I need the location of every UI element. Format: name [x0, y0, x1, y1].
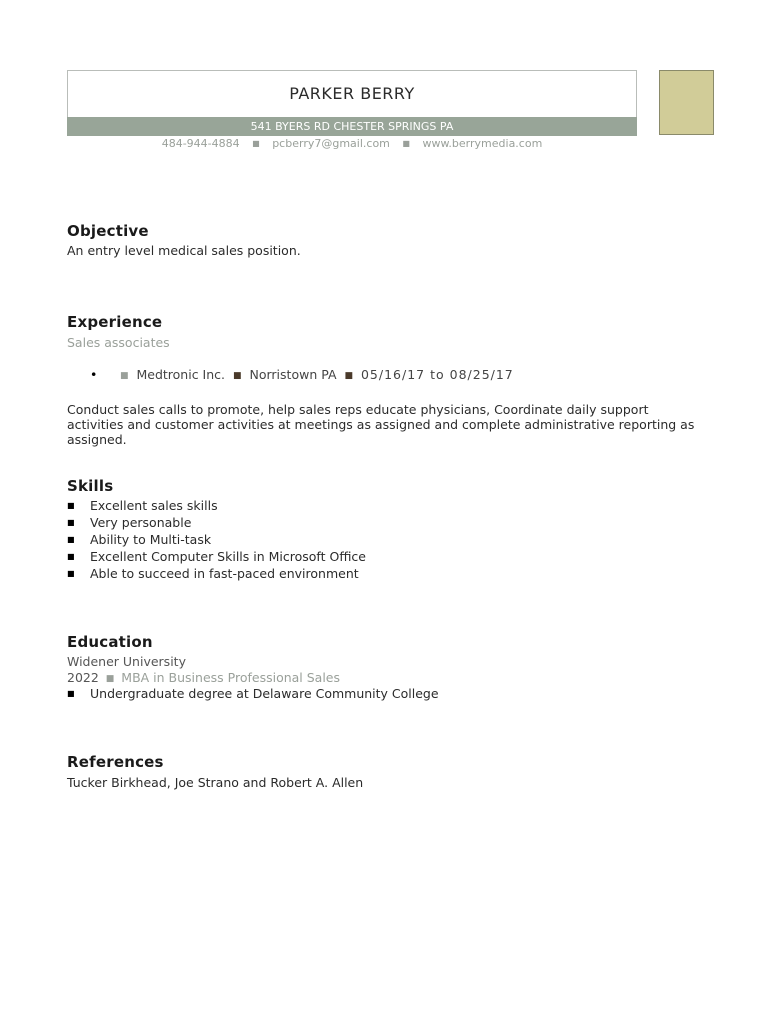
header-box [67, 70, 637, 135]
education-item-text: Undergraduate degree at Delaware Community College [90, 686, 439, 701]
skills-heading: Skills [67, 477, 114, 495]
separator-icon: ■ [252, 139, 260, 148]
separator-icon: ■ [233, 371, 242, 381]
list-item [67, 497, 366, 514]
experience-description: Conduct sales calls to promote, help sales reps educate physicians, Coordinate daily support activities and customer activities at meetings as assigned and complete administrative reporting as assigned. [67, 402, 695, 447]
skill-text: Excellent sales skills [90, 498, 218, 513]
separator-icon: ■ [402, 139, 410, 148]
list-item [67, 565, 366, 582]
skill-text: Very personable [90, 515, 192, 530]
experience-role: Sales associates [67, 335, 170, 350]
address-bar: 541 BYERS RD CHESTER SPRINGS PA [67, 117, 637, 136]
skill-text: Excellent Computer Skills in Microsoft Office [90, 549, 366, 564]
resume-name: PARKER BERRY [289, 84, 415, 103]
graduation-year: 2022 [67, 670, 99, 685]
decorative-square [659, 70, 714, 135]
website: www.berrymedia.com [422, 137, 543, 150]
experience-job-line [90, 367, 514, 382]
school-name: Widener University [67, 654, 186, 669]
bullet-icon: • [90, 367, 98, 382]
list-item [67, 685, 439, 702]
job-dates: 05/16/17 to 08/25/17 [360, 367, 514, 382]
education-list [67, 685, 439, 702]
education-heading: Education [67, 633, 153, 651]
list-item [67, 531, 366, 548]
list-item [67, 514, 366, 531]
objective-text: An entry level medical sales position. [67, 243, 301, 258]
bullet-icon: ■ [67, 552, 75, 561]
bullet-icon: ■ [67, 535, 75, 544]
experience-heading: Experience [67, 313, 163, 331]
references-heading: References [67, 753, 164, 771]
degree-line [67, 670, 340, 685]
bullet-icon: ■ [67, 501, 75, 510]
company-name: Medtronic Inc. [136, 367, 226, 382]
email-address: pcberry7@gmail.com [272, 137, 390, 150]
list-item [67, 548, 366, 565]
job-location: Norristown PA [249, 367, 337, 382]
separator-icon: ■ [119, 371, 129, 381]
bullet-icon: ■ [67, 518, 75, 527]
separator-icon: ■ [344, 371, 353, 381]
bullet-icon: ■ [67, 569, 75, 578]
skills-list [67, 497, 366, 582]
skill-text: Able to succeed in fast-paced environment [90, 566, 359, 581]
bullet-icon: ■ [67, 689, 75, 698]
skill-text: Ability to Multi-task [90, 532, 212, 547]
objective-heading: Objective [67, 222, 149, 240]
degree-name: MBA in Business Professional Sales [121, 670, 341, 685]
phone-number: 484-944-4884 [161, 137, 240, 150]
separator-icon: ■ [105, 674, 115, 684]
contact-line [67, 137, 637, 150]
references-text: Tucker Birkhead, Joe Strano and Robert A. Allen [67, 775, 364, 790]
